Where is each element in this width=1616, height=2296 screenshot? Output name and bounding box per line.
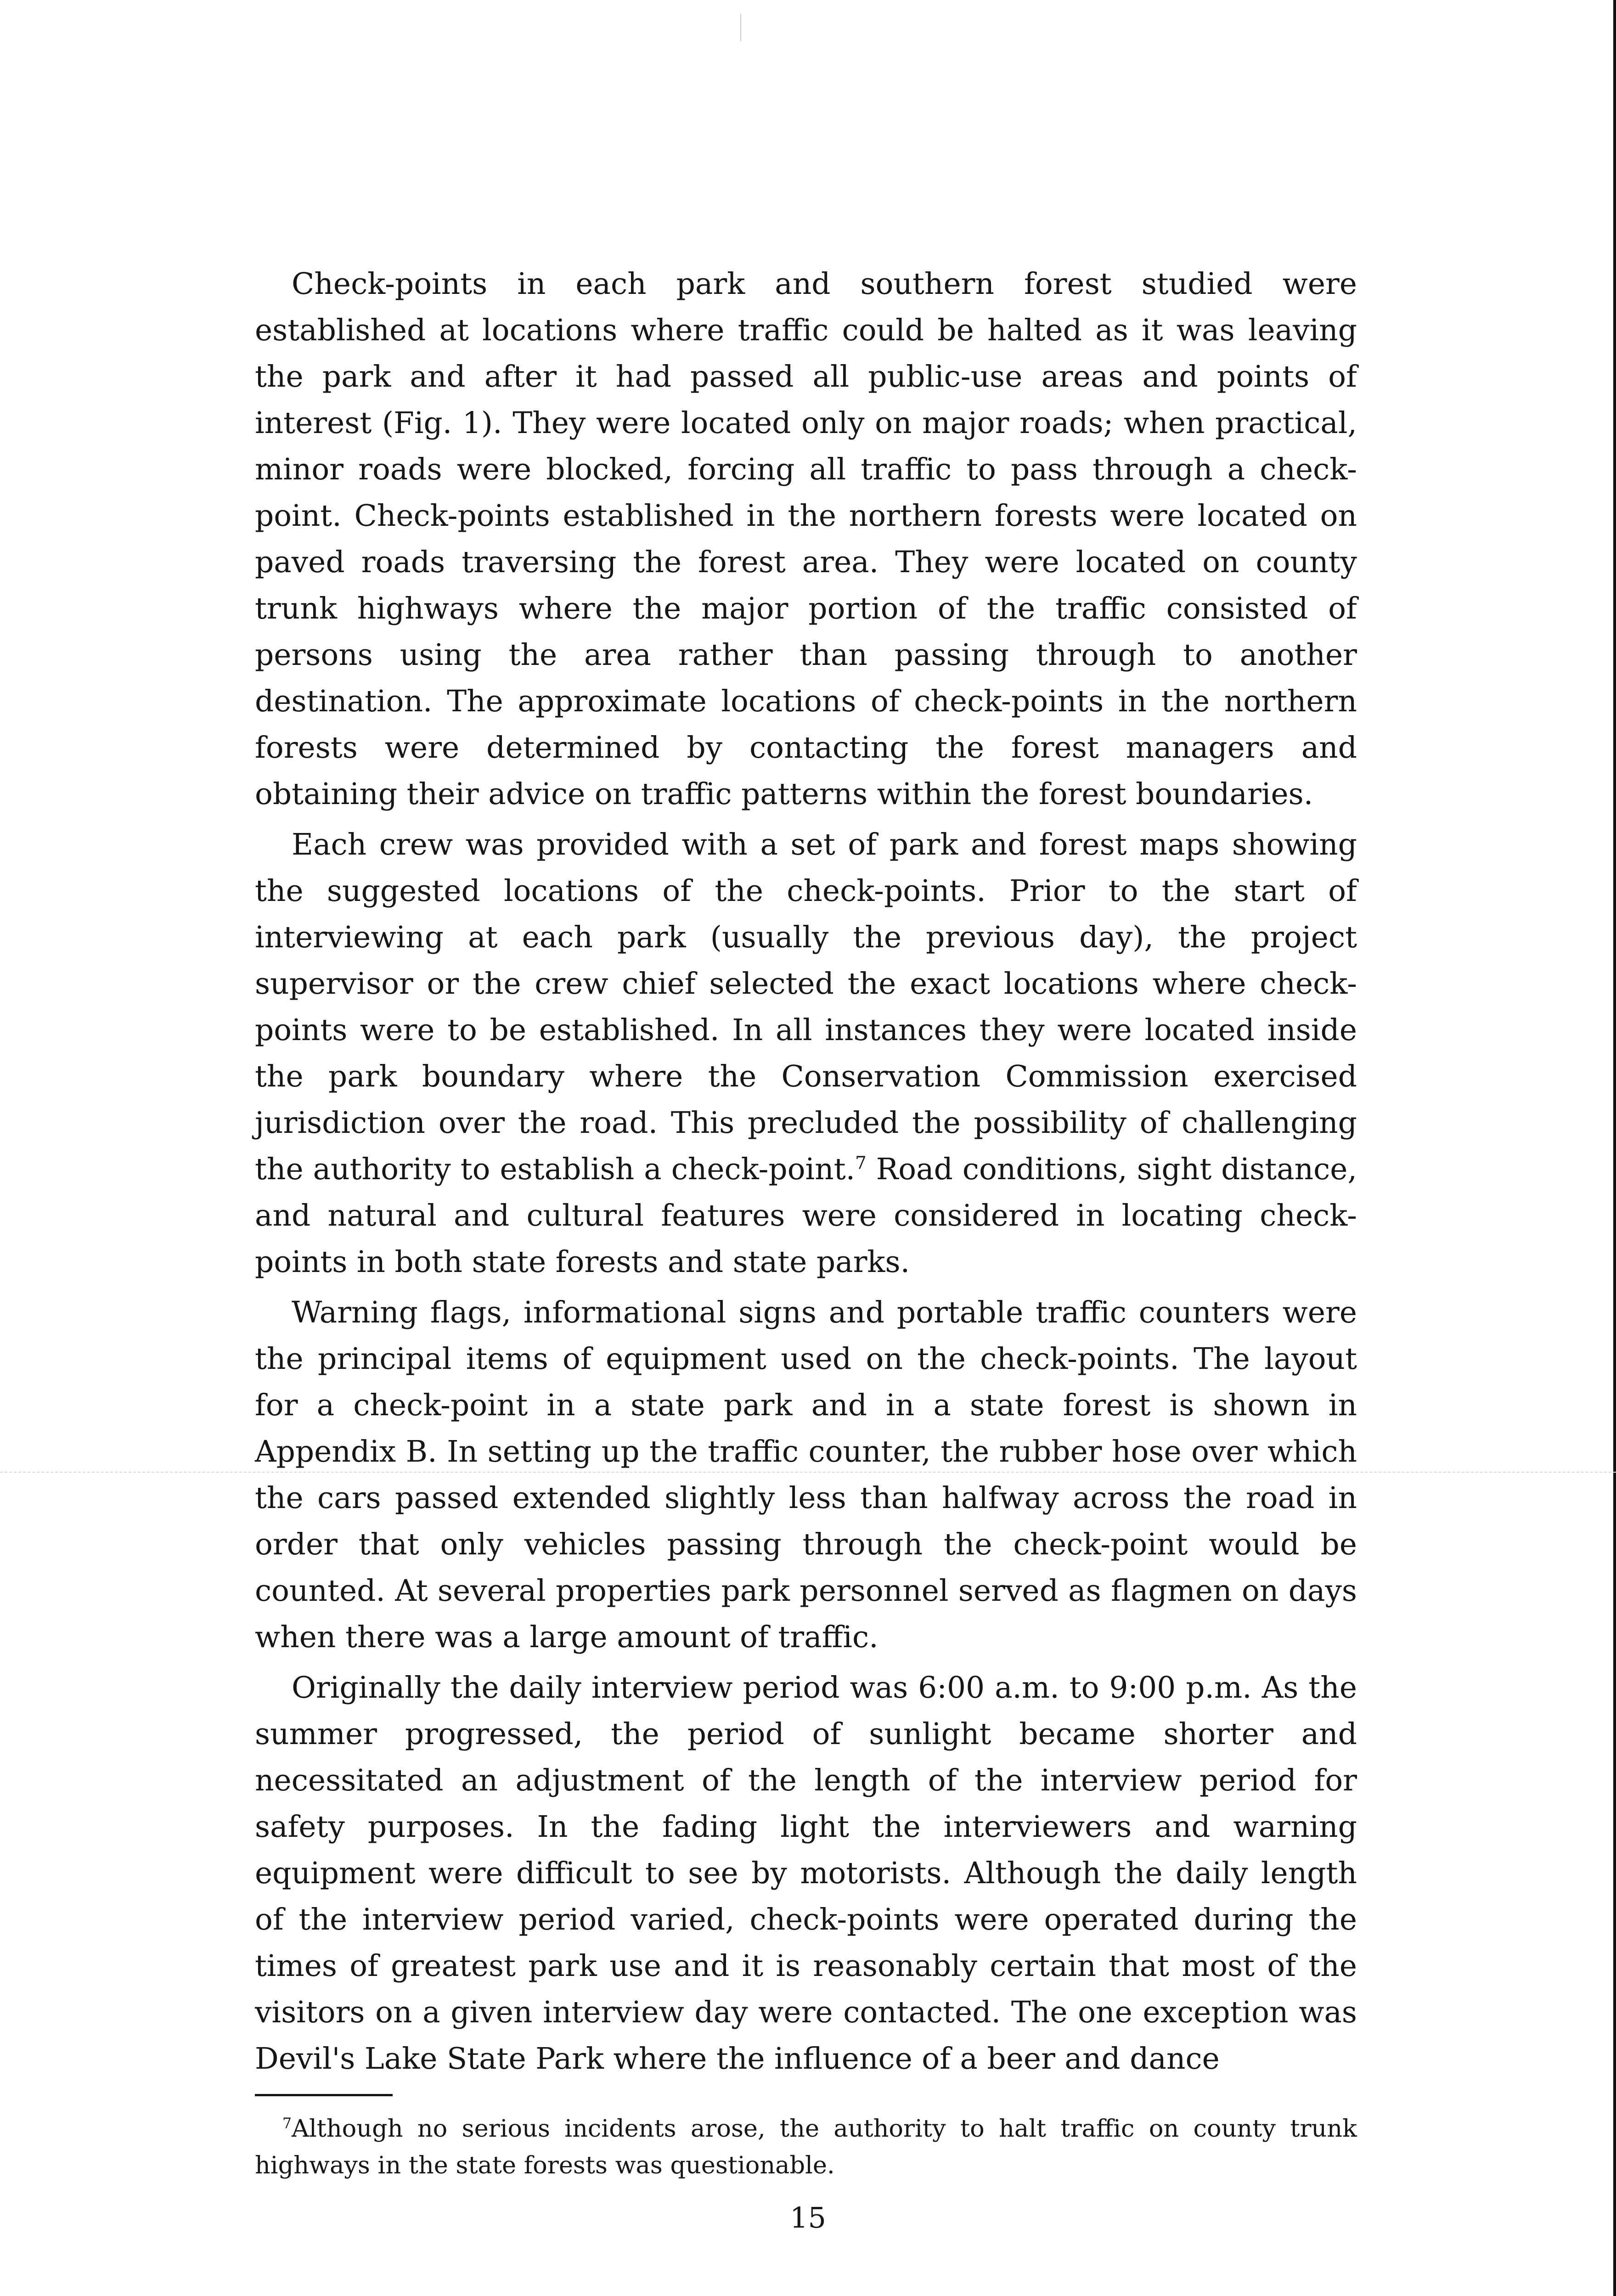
footnote-divider bbox=[255, 2094, 393, 2096]
footnote-marker: 7 bbox=[282, 2115, 292, 2132]
paragraph-crew-maps bbox=[255, 822, 1357, 1285]
body-text bbox=[255, 261, 1357, 2086]
paragraph-equipment: Warning flags, informational signs and portable traffic counters were the principal items of equipment used on the check-points. The layout for a check-point in a state park and in a state forest is shown in Appendix B. In setting up the traffic counter, the rubber hose over which the cars passed extended slightly less than halfway across the road in order that only vehicles passing through the check-point would be counted. At several properties park personnel served as flagmen on days when there was a large amount of traffic. bbox=[255, 1295, 1357, 1654]
paragraph-text: Road conditions, sight distance, and natural and cultural features were considered in locating check-points in both state forests and state parks. bbox=[255, 1152, 1357, 1279]
paragraph-text: Each crew was provided with a set of park and forest maps showing the suggested locations of the check-points. Prior to the start of interviewing at each park (usually the previous day), the project supervisor or the crew chief selected the exact locations where check-points were to be established. In all instances they were located inside the park boundary where the Conservation Commission exercised jurisdiction over the road. This precluded the possibility of challenging the authority to establish a check-point. bbox=[255, 827, 1357, 1187]
paragraph-interview-period: Originally the daily interview period was 6:00 a.m. to 9:00 p.m. As the summer progressed, the period of sunlight became shorter and necessitated an adjustment of the length of the interview period for safety purposes. In the fading light the interviewers and warning equipment were difficult to see by motorists. Although the daily length of the interview period varied, check-points were operated during the times of greatest park use and it is reasonably certain that most of the visitors on a given interview day were contacted. The one exception was Devil's Lake State Park where the influence of a beer and dance bbox=[255, 1671, 1357, 2076]
footnote bbox=[255, 2110, 1357, 2184]
footnote-text: Although no serious incidents arose, the authority to halt traffic on county trunk highways in the state forests was questionable. bbox=[255, 2115, 1357, 2179]
footnote-reference: 7 bbox=[855, 1153, 867, 1174]
paragraph-check-point-locations: Check-points in each park and southern forest studied were established at locations where traffic could be halted as it was leaving the park and after it had passed all public-use areas and points of interest (Fig. 1). They were located only on major roads; when practical, minor roads were blocked, forcing all traffic to pass through a check-point. Check-points established in the northern forests were located on paved roads traversing the forest area. They were located on county trunk highways where the major portion of the traffic consisted of persons using the area rather than passing through to another destination. The approximate locations of check-points in the northern forests were determined by contacting the forest managers and obtaining their advice on traffic patterns within the forest boundaries. bbox=[255, 267, 1357, 811]
scan-mark bbox=[740, 14, 741, 41]
page-number: 15 bbox=[790, 2201, 826, 2234]
